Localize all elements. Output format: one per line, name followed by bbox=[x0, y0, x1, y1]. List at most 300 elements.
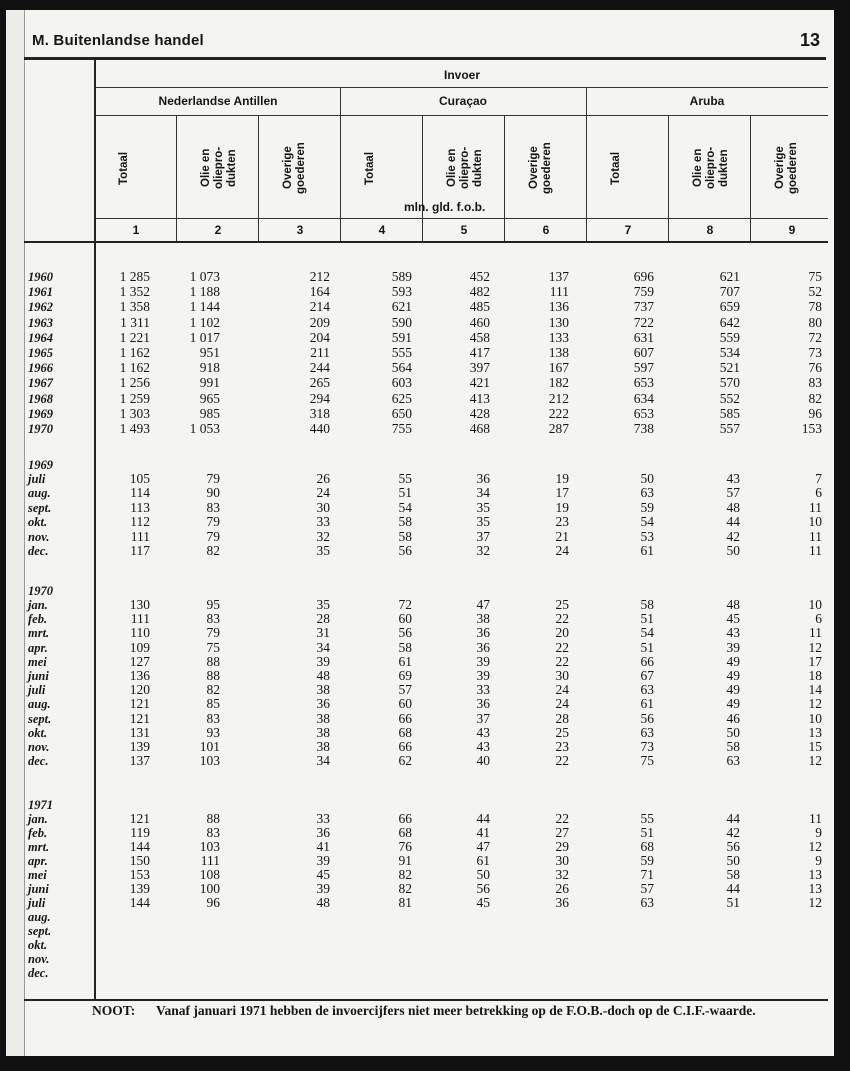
row-label: dec. bbox=[28, 544, 49, 558]
table-cell: 482 bbox=[469, 284, 490, 300]
table-cell: 24 bbox=[555, 696, 569, 712]
table-cell: 50 bbox=[726, 543, 740, 558]
row-label: 1968 bbox=[28, 391, 53, 406]
table-cell: 1 311 bbox=[120, 314, 150, 330]
table-cell: 51 bbox=[398, 485, 412, 501]
table-cell: 38 bbox=[316, 724, 330, 740]
table-cell: 48 bbox=[316, 895, 330, 910]
col-divider bbox=[504, 115, 505, 218]
table-cell: 417 bbox=[469, 345, 490, 360]
table-cell: 127 bbox=[129, 653, 150, 669]
table-cell: 111 bbox=[130, 611, 150, 627]
row-label: 1961 bbox=[28, 285, 53, 300]
table-cell: 696 bbox=[633, 269, 654, 284]
column-title: Overige goederen bbox=[774, 142, 799, 194]
table-cell: 32 bbox=[555, 867, 569, 882]
col-divider bbox=[668, 115, 669, 218]
table-cell: 19 bbox=[555, 471, 569, 486]
table-cell: 49 bbox=[726, 668, 740, 683]
table-cell: 39 bbox=[316, 881, 330, 896]
table-cell: 50 bbox=[640, 471, 654, 486]
table-cell: 121 bbox=[129, 811, 150, 826]
table-cell: 1 285 bbox=[119, 269, 150, 284]
row-label: juli bbox=[28, 896, 46, 910]
table-cell: 49 bbox=[726, 653, 740, 669]
table-cell: 244 bbox=[309, 360, 330, 376]
row-label: sept. bbox=[28, 500, 52, 515]
table-cell: 58 bbox=[398, 514, 412, 530]
table-cell: 621 bbox=[391, 299, 412, 315]
table-cell: 759 bbox=[633, 284, 654, 300]
table-cell: 564 bbox=[391, 360, 412, 376]
section-year-label: 1971 bbox=[28, 798, 53, 812]
table-cell: 1 188 bbox=[189, 284, 220, 300]
row-label: 1960 bbox=[28, 270, 53, 284]
table-cell: 103 bbox=[199, 753, 220, 769]
table-cell: 738 bbox=[633, 421, 654, 436]
table-cell: 36 bbox=[476, 696, 490, 712]
table-cell: 34 bbox=[316, 639, 330, 655]
table-cell: 593 bbox=[391, 284, 412, 300]
table-cell: 722 bbox=[633, 314, 654, 330]
table-cell: 37 bbox=[476, 528, 490, 544]
group-header-rule bbox=[96, 87, 828, 88]
row-label: okt. bbox=[28, 938, 48, 952]
row-label: apr. bbox=[28, 854, 48, 868]
col-divider bbox=[750, 115, 751, 218]
table-cell: 85 bbox=[206, 696, 220, 712]
table-cell: 51 bbox=[640, 611, 654, 627]
row-label: aug. bbox=[28, 486, 51, 501]
table-cell: 24 bbox=[555, 543, 569, 558]
col-divider bbox=[422, 219, 423, 241]
table-cell: 79 bbox=[206, 514, 220, 530]
table-cell: 58 bbox=[398, 528, 412, 544]
table-cell: 534 bbox=[719, 345, 740, 360]
column-title: Totaal bbox=[118, 151, 130, 185]
table-cell: 42 bbox=[726, 528, 740, 544]
table-cell: 57 bbox=[398, 682, 412, 698]
table-cell: 19 bbox=[555, 499, 569, 515]
table-cell: 9 bbox=[815, 825, 822, 840]
row-label: okt. bbox=[28, 515, 48, 530]
table-cell: 22 bbox=[555, 811, 569, 826]
page-spine bbox=[6, 10, 25, 1056]
table-cell: 112 bbox=[130, 514, 150, 530]
column-number-rule bbox=[24, 241, 828, 243]
table-cell: 55 bbox=[398, 471, 412, 486]
table-cell: 737 bbox=[633, 299, 654, 315]
table-cell: 318 bbox=[309, 405, 330, 421]
section-year-label: 1970 bbox=[28, 584, 53, 598]
table-cell: 82 bbox=[398, 867, 412, 882]
unit-rule bbox=[96, 218, 828, 219]
table-cell: 51 bbox=[726, 895, 740, 910]
table-cell: 26 bbox=[555, 881, 569, 896]
table-cell: 591 bbox=[391, 329, 412, 345]
table-cell: 83 bbox=[206, 611, 220, 627]
table-cell: 589 bbox=[391, 269, 412, 284]
table-cell: 209 bbox=[309, 314, 330, 330]
table-cell: 80 bbox=[808, 314, 822, 330]
row-label: 1966 bbox=[28, 361, 53, 376]
table-cell: 73 bbox=[640, 739, 654, 754]
table-cell: 76 bbox=[398, 839, 412, 854]
table-cell: 53 bbox=[640, 528, 654, 544]
col-divider bbox=[340, 219, 341, 241]
table-cell: 108 bbox=[199, 867, 220, 882]
col-divider bbox=[176, 115, 177, 218]
table-cell: 83 bbox=[206, 710, 220, 726]
table-cell: 38 bbox=[316, 682, 330, 698]
column-number: 1 bbox=[132, 223, 140, 237]
col-divider bbox=[258, 219, 259, 241]
table-cell: 13 bbox=[808, 881, 822, 896]
table-cell: 66 bbox=[640, 653, 654, 669]
table-cell: 625 bbox=[391, 390, 412, 406]
table-cell: 79 bbox=[206, 471, 220, 486]
unit-label: mln. gld. f.o.b. bbox=[404, 200, 486, 214]
column-number: 5 bbox=[460, 223, 468, 237]
table-cell: 68 bbox=[398, 825, 412, 840]
section-title: M. Buitenlandse handel bbox=[32, 32, 204, 49]
table-cell: 61 bbox=[398, 653, 412, 669]
table-cell: 139 bbox=[129, 739, 150, 754]
table-cell: 38 bbox=[316, 739, 330, 754]
note-text: Vanaf januari 1971 hebben de invoercijfers niet meer betrekking op de F.O.B.-doch op de C.I.F.-waarde. bbox=[156, 1003, 756, 1018]
table-cell: 153 bbox=[129, 867, 150, 882]
table-cell: 631 bbox=[633, 329, 654, 345]
table-cell: 78 bbox=[808, 299, 822, 315]
column-title: Totaal bbox=[610, 151, 622, 185]
table-cell: 83 bbox=[808, 375, 822, 391]
table-cell: 50 bbox=[476, 867, 490, 882]
table-cell: 121 bbox=[129, 710, 150, 726]
table-cell: 10 bbox=[808, 514, 822, 530]
table-cell: 11 bbox=[809, 811, 822, 826]
column-title: Overige goederen bbox=[282, 142, 307, 194]
table-cell: 460 bbox=[469, 314, 490, 330]
table-cell: 413 bbox=[469, 390, 490, 406]
table-cell: 61 bbox=[640, 543, 654, 558]
table-cell: 150 bbox=[129, 853, 150, 868]
table-cell: 621 bbox=[719, 269, 740, 284]
table-cell: 69 bbox=[398, 668, 412, 683]
table-cell: 1 162 bbox=[119, 345, 150, 360]
row-label: juli bbox=[28, 683, 46, 698]
table-cell: 51 bbox=[640, 825, 654, 840]
table-bottom-rule bbox=[24, 999, 828, 1001]
table-cell: 24 bbox=[555, 682, 569, 698]
table-cell: 42 bbox=[726, 825, 740, 840]
table-cell: 32 bbox=[476, 543, 490, 558]
table-cell: 121 bbox=[129, 696, 150, 712]
table-cell: 22 bbox=[555, 653, 569, 669]
table-cell: 43 bbox=[476, 724, 490, 740]
table-cell: 521 bbox=[719, 360, 740, 376]
table-cell: 17 bbox=[808, 653, 822, 669]
table-cell: 653 bbox=[633, 405, 654, 421]
table-cell: 1 256 bbox=[119, 375, 150, 391]
row-label: apr. bbox=[28, 640, 48, 655]
table-cell: 63 bbox=[640, 682, 654, 698]
table-cell: 58 bbox=[640, 597, 654, 612]
table-cell: 44 bbox=[726, 514, 740, 530]
table-cell: 120 bbox=[129, 682, 150, 698]
table-cell: 55 bbox=[640, 811, 654, 826]
table-cell: 428 bbox=[469, 405, 490, 421]
table-cell: 39 bbox=[316, 653, 330, 669]
table-cell: 36 bbox=[316, 696, 330, 712]
table-cell: 49 bbox=[726, 696, 740, 712]
table-cell: 36 bbox=[555, 895, 569, 910]
table-cell: 26 bbox=[316, 471, 330, 486]
table-cell: 82 bbox=[206, 682, 220, 698]
table-cell: 36 bbox=[476, 639, 490, 655]
table-cell: 1 102 bbox=[189, 314, 220, 330]
row-label: sept. bbox=[28, 711, 52, 726]
table-cell: 1 493 bbox=[119, 421, 150, 436]
table-cell: 30 bbox=[316, 499, 330, 515]
table-cell: 103 bbox=[199, 839, 220, 854]
table-cell: 68 bbox=[398, 724, 412, 740]
table-cell: 287 bbox=[548, 421, 569, 436]
table-cell: 144 bbox=[129, 839, 150, 854]
table-cell: 54 bbox=[640, 514, 654, 530]
table-cell: 90 bbox=[206, 485, 220, 501]
table-cell: 139 bbox=[129, 881, 150, 896]
table-cell: 109 bbox=[129, 639, 150, 655]
table-cell: 25 bbox=[555, 597, 569, 612]
table-cell: 44 bbox=[726, 881, 740, 896]
row-label: mrt. bbox=[28, 626, 50, 641]
table-cell: 43 bbox=[476, 739, 490, 754]
table-cell: 34 bbox=[316, 753, 330, 769]
table-cell: 54 bbox=[640, 625, 654, 641]
table-cell: 76 bbox=[808, 360, 822, 376]
table-cell: 653 bbox=[633, 375, 654, 391]
table-cell: 131 bbox=[129, 724, 150, 740]
row-label: juli bbox=[28, 472, 46, 486]
table-cell: 468 bbox=[469, 421, 490, 436]
table-cell: 114 bbox=[130, 485, 150, 501]
table-cell: 71 bbox=[640, 867, 654, 882]
table-cell: 88 bbox=[206, 811, 220, 826]
table-cell: 397 bbox=[469, 360, 490, 376]
table-cell: 63 bbox=[726, 753, 740, 769]
table-cell: 66 bbox=[398, 811, 412, 826]
column-title: Olie en oliepro- dukten bbox=[200, 146, 238, 190]
row-label: 1967 bbox=[28, 376, 53, 391]
table-cell: 603 bbox=[391, 375, 412, 391]
table-cell: 38 bbox=[476, 611, 490, 627]
table-cell: 27 bbox=[555, 825, 569, 840]
table-cell: 23 bbox=[555, 514, 569, 530]
table-cell: 96 bbox=[206, 895, 220, 910]
table-cell: 11 bbox=[809, 528, 822, 544]
table-cell: 12 bbox=[808, 839, 822, 854]
row-label: 1970 bbox=[28, 422, 53, 436]
table-cell: 7 bbox=[815, 471, 822, 486]
table-cell: 63 bbox=[640, 724, 654, 740]
table-cell: 23 bbox=[555, 739, 569, 754]
table-cell: 58 bbox=[726, 867, 740, 882]
table-cell: 24 bbox=[316, 485, 330, 501]
row-label: juni bbox=[28, 669, 49, 683]
table-cell: 607 bbox=[633, 345, 654, 360]
table-cell: 93 bbox=[206, 724, 220, 740]
table-cell: 59 bbox=[640, 499, 654, 515]
table-cell: 182 bbox=[548, 375, 569, 391]
table-cell: 167 bbox=[548, 360, 569, 376]
table-cell: 552 bbox=[719, 390, 740, 406]
table-cell: 22 bbox=[555, 611, 569, 627]
column-title: Olie en oliepro- dukten bbox=[446, 146, 484, 190]
table-cell: 130 bbox=[129, 597, 150, 612]
column-title: Overige goederen bbox=[528, 142, 553, 194]
table-cell: 41 bbox=[316, 839, 330, 854]
table-cell: 214 bbox=[309, 299, 330, 315]
table-cell: 555 bbox=[391, 345, 412, 360]
table-cell: 485 bbox=[469, 299, 490, 315]
table-cell: 918 bbox=[199, 360, 220, 376]
column-number: 7 bbox=[624, 223, 632, 237]
table-cell: 60 bbox=[398, 611, 412, 627]
table-cell: 12 bbox=[808, 696, 822, 712]
table-cell: 13 bbox=[808, 867, 822, 882]
table-cell: 212 bbox=[309, 269, 330, 284]
table-cell: 44 bbox=[726, 811, 740, 826]
table-cell: 111 bbox=[200, 853, 220, 868]
column-number: 6 bbox=[542, 223, 550, 237]
table-cell: 72 bbox=[398, 597, 412, 612]
table-cell: 75 bbox=[206, 639, 220, 655]
table-cell: 35 bbox=[476, 499, 490, 515]
table-cell: 75 bbox=[808, 269, 822, 284]
table-cell: 12 bbox=[808, 895, 822, 910]
table-cell: 18 bbox=[808, 668, 822, 683]
table-cell: 101 bbox=[199, 739, 220, 754]
row-label: mei bbox=[28, 654, 47, 669]
table-cell: 17 bbox=[555, 485, 569, 501]
table-cell: 39 bbox=[476, 668, 490, 683]
page-header bbox=[24, 28, 824, 56]
region-label-aruba: Aruba bbox=[689, 94, 725, 108]
table-cell: 57 bbox=[640, 881, 654, 896]
table-cell: 95 bbox=[206, 597, 220, 612]
table-cell: 37 bbox=[476, 710, 490, 726]
table-cell: 82 bbox=[398, 881, 412, 896]
row-label: 1963 bbox=[28, 315, 53, 330]
table-cell: 557 bbox=[719, 421, 740, 436]
table-cell: 6 bbox=[815, 485, 822, 501]
note-label: NOOT: bbox=[92, 1003, 136, 1018]
row-label: aug. bbox=[28, 697, 51, 712]
table-cell: 61 bbox=[640, 696, 654, 712]
table-cell: 113 bbox=[130, 499, 150, 515]
table-cell: 222 bbox=[548, 405, 569, 421]
table-cell: 29 bbox=[555, 839, 569, 854]
table-cell: 63 bbox=[640, 485, 654, 501]
table-cell: 642 bbox=[719, 314, 740, 330]
table-cell: 33 bbox=[316, 514, 330, 530]
page-number: 13 bbox=[799, 30, 820, 50]
table-cell: 597 bbox=[633, 360, 654, 376]
table-cell: 1 017 bbox=[189, 329, 220, 345]
table-cell: 58 bbox=[398, 639, 412, 655]
table-cell: 136 bbox=[548, 299, 569, 315]
table-cell: 79 bbox=[206, 528, 220, 544]
table-cell: 43 bbox=[726, 625, 740, 641]
row-label: dec. bbox=[28, 754, 49, 769]
table-cell: 10 bbox=[808, 597, 822, 612]
table-cell: 44 bbox=[476, 811, 490, 826]
row-label: jan. bbox=[28, 812, 48, 826]
table-cell: 985 bbox=[199, 405, 220, 421]
table-cell: 590 bbox=[391, 314, 412, 330]
table-cell: 82 bbox=[808, 390, 822, 406]
row-label: 1969 bbox=[28, 406, 53, 421]
table-cell: 40 bbox=[476, 753, 490, 769]
table-cell: 83 bbox=[206, 825, 220, 840]
table-cell: 570 bbox=[719, 375, 740, 391]
table-cell: 38 bbox=[316, 710, 330, 726]
table-cell: 100 bbox=[199, 881, 220, 896]
table-cell: 22 bbox=[555, 639, 569, 655]
table-cell: 111 bbox=[549, 284, 569, 300]
table-cell: 59 bbox=[640, 853, 654, 868]
table-cell: 88 bbox=[206, 653, 220, 669]
column-title: Totaal bbox=[364, 151, 376, 185]
table-cell: 51 bbox=[640, 639, 654, 655]
table-cell: 12 bbox=[808, 753, 822, 769]
table-cell: 96 bbox=[808, 405, 822, 421]
table-cell: 137 bbox=[129, 753, 150, 769]
table-cell: 153 bbox=[801, 421, 822, 436]
table-cell: 133 bbox=[548, 329, 569, 345]
table-cell: 10 bbox=[808, 710, 822, 726]
section-year-label: 1969 bbox=[28, 458, 53, 472]
table-cell: 36 bbox=[476, 471, 490, 486]
table-cell: 144 bbox=[129, 895, 150, 910]
table-cell: 31 bbox=[316, 625, 330, 641]
row-label: nov. bbox=[28, 529, 50, 544]
table-cell: 56 bbox=[398, 543, 412, 558]
table-cell: 88 bbox=[206, 668, 220, 683]
table-cell: 11 bbox=[809, 499, 822, 515]
table-cell: 1 221 bbox=[119, 329, 150, 345]
table-cell: 82 bbox=[206, 543, 220, 558]
table-cell: 204 bbox=[309, 329, 330, 345]
row-label: jan. bbox=[28, 598, 48, 612]
row-label: mrt. bbox=[28, 840, 50, 854]
table-cell: 130 bbox=[548, 314, 569, 330]
table-cell: 50 bbox=[726, 853, 740, 868]
table-cell: 60 bbox=[398, 696, 412, 712]
table-cell: 48 bbox=[726, 597, 740, 612]
column-number: 2 bbox=[214, 223, 222, 237]
table-cell: 39 bbox=[726, 639, 740, 655]
table-cell: 72 bbox=[808, 329, 822, 345]
col-divider bbox=[258, 115, 259, 218]
table-cell: 34 bbox=[476, 485, 490, 501]
table-cell: 45 bbox=[316, 867, 330, 882]
table-cell: 62 bbox=[398, 753, 412, 769]
table-cell: 54 bbox=[398, 499, 412, 515]
row-label: dec. bbox=[28, 966, 49, 980]
table-cell: 68 bbox=[640, 839, 654, 854]
table-cell: 1 162 bbox=[119, 360, 150, 376]
